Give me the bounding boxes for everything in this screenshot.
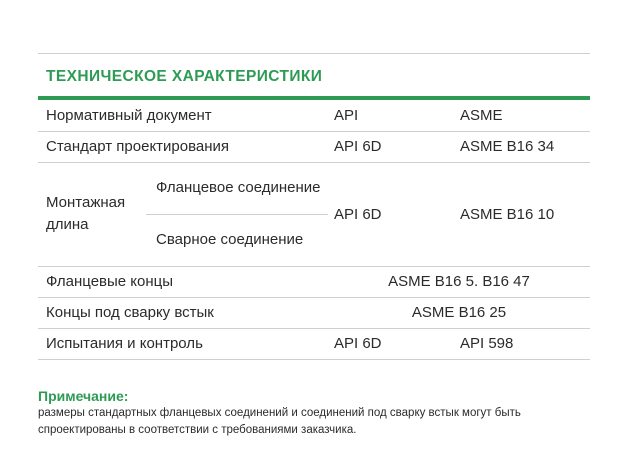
table-row-testing: [38, 328, 590, 359]
row-label: Монтажная длина: [38, 162, 146, 266]
note-title: Примечание:: [38, 388, 129, 404]
section-title: ТЕХНИЧЕСКОЕ ХАРАКТЕРИСТИКИ: [46, 68, 323, 85]
api-value: API 6D: [328, 131, 454, 162]
row-label: Концы под сварку встык: [38, 297, 328, 328]
table-row-mounting-length: [38, 162, 590, 214]
api-value: API 6D: [328, 328, 454, 359]
table-row-normative: [38, 100, 590, 131]
sub-label-flange: Фланцевое соединение: [146, 162, 328, 214]
asme-value: ASME B16 10: [454, 162, 590, 266]
table-row-weld-ends: [38, 297, 590, 328]
sub-label-weld: Сварное соединение: [146, 214, 328, 266]
table-row-design-standard: [38, 131, 590, 162]
asme-value: ASME B16 34: [454, 131, 590, 162]
api-value: API: [328, 100, 454, 131]
merged-value: ASME B16 25: [328, 297, 590, 328]
row-label: Стандарт проектирования: [38, 131, 328, 162]
note-text: размеры стандартных фланцевых соединений и соединений под сварку встык могут быть спроектированы в соответствии с требованиями заказчика.: [38, 407, 521, 436]
api-value: API 6D: [328, 162, 454, 266]
api-598-value: API 598: [454, 328, 590, 359]
top-divider: [38, 53, 590, 54]
row-label: Нормативный документ: [38, 100, 328, 131]
row-label: Фланцевые концы: [38, 266, 328, 297]
specs-table: [38, 100, 590, 360]
table-row-flange-ends: [38, 266, 590, 297]
row-label: Испытания и контроль: [38, 328, 328, 359]
asme-value: ASME: [454, 100, 590, 131]
merged-value: ASME B16 5. B16 47: [328, 266, 590, 297]
